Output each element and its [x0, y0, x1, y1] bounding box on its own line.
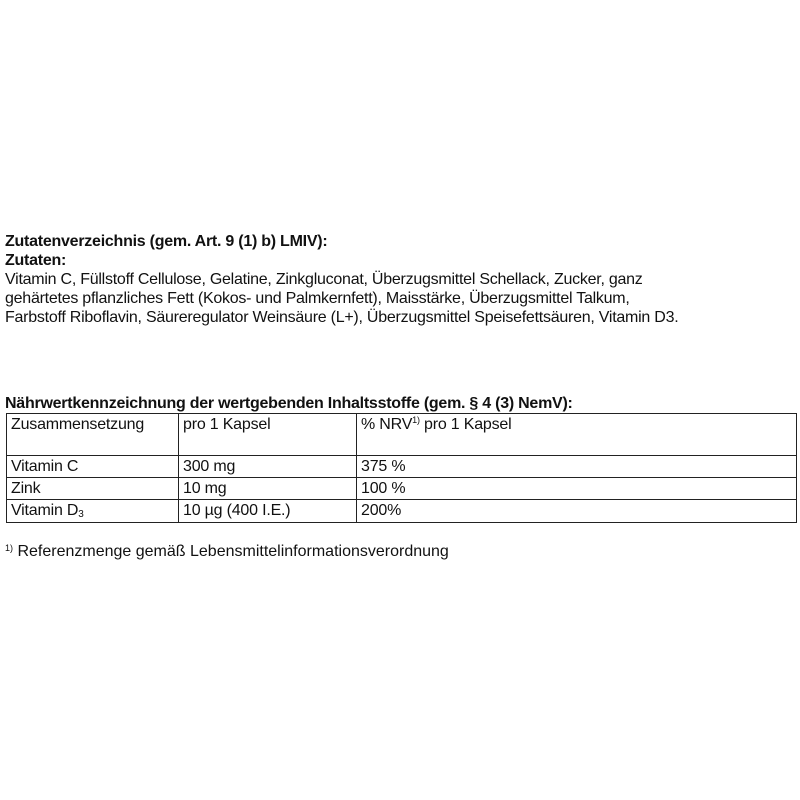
nutrition-table — [6, 413, 797, 523]
footnote-text: Referenzmenge gemäß Lebensmittelinformationsverordnung — [13, 543, 449, 560]
ingredients-line: gehärtetes pflanzliches Fett (Kokos- und Palmkernfett), Maisstärke, Überzugsmittel Talkum, — [5, 290, 630, 307]
header-composition: Zusammensetzung — [7, 414, 179, 456]
nutrient-name: Vitamin C — [7, 456, 179, 478]
nutrient-amount: 10 µg (400 I.E.) — [179, 500, 357, 523]
ingredients-line: Vitamin C, Füllstoff Cellulose, Gelatine, Zinkgluconat, Überzugsmittel Schellack, Zucker, ganz — [5, 271, 643, 288]
ingredients-line: Farbstoff Riboflavin, Säureregulator Weinsäure (L+), Überzugsmittel Speisefettsäuren, Vitamin D3. — [5, 309, 679, 326]
header-nrv — [357, 414, 797, 456]
nutrient-nrv: 200% — [357, 500, 797, 523]
nutrient-nrv: 375 % — [357, 456, 797, 478]
nutrient-amount: 10 mg — [179, 478, 357, 500]
ingredients-section — [5, 232, 800, 327]
table-row — [7, 500, 797, 523]
nutrient-name: Zink — [7, 478, 179, 500]
footnote-ref: 1) — [412, 415, 420, 425]
header-nrv-suffix: pro 1 Kapsel — [419, 416, 512, 433]
table-row — [7, 478, 797, 500]
table-row — [7, 456, 797, 478]
nutrient-name: Vitamin $D_3$ — [7, 500, 179, 523]
table-header-row — [7, 414, 797, 456]
ingredients-subheading: Zutaten: — [5, 252, 67, 269]
nutrient-nrv: 100 % — [357, 478, 797, 500]
nutrient-amount: 300 mg — [179, 456, 357, 478]
header-per-capsule: pro 1 Kapsel — [179, 414, 357, 456]
header-nrv-label: % NRV — [361, 416, 413, 433]
ingredients-heading: Zutatenverzeichnis (gem. Art. 9 (1) b) LMIV): — [5, 233, 328, 250]
nutrition-heading: Nährwertkennzeichnung der wertgebenden Inhaltsstoffe (gem. § 4 (3) NemV): — [5, 395, 573, 412]
footnote — [5, 543, 449, 561]
footnote-marker: 1) — [5, 543, 14, 553]
